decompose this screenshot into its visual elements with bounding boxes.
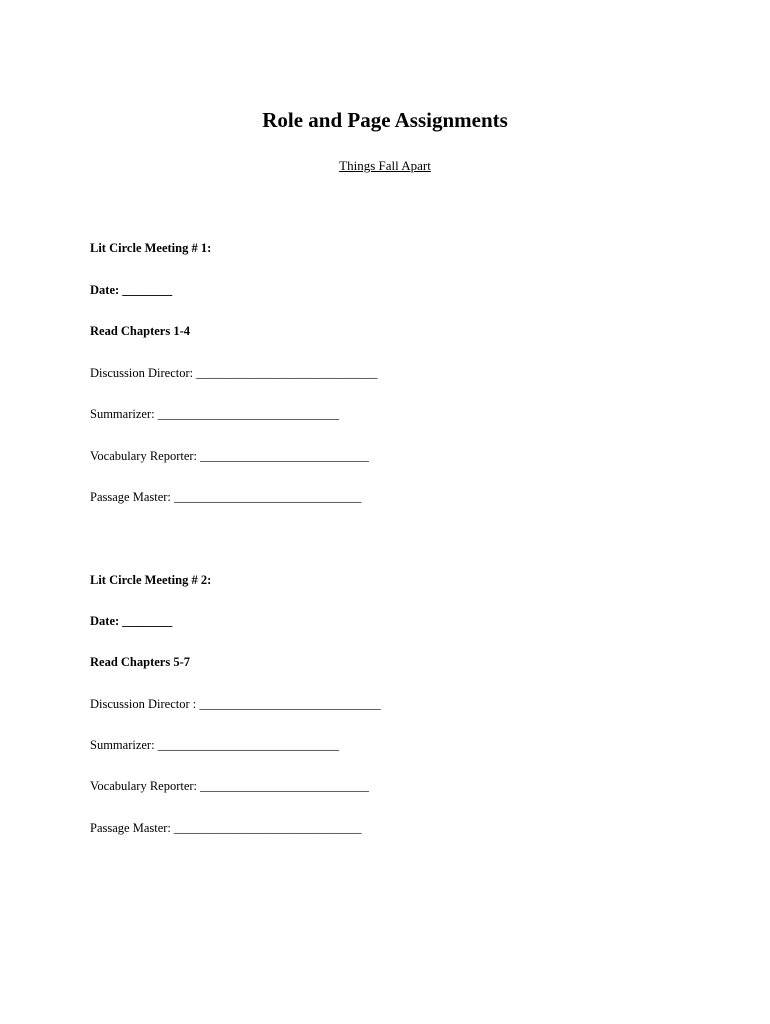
role-vocabulary-reporter: Vocabulary Reporter: ___________________________ [90,449,369,463]
meeting-reading: Read Chapters 5-7 [90,655,190,669]
meeting-heading: Lit Circle Meeting # 2: [90,573,212,587]
meeting-date: Date: ________ [90,283,173,297]
role-passage-master: Passage Master: ______________________________ [90,821,362,835]
role-discussion-director: Discussion Director : _____________________________ [90,697,381,711]
book-title: Things Fall Apart [339,158,431,173]
meeting-reading: Read Chapters 1-4 [90,324,190,338]
role-passage-master: Passage Master: ______________________________ [90,490,362,504]
role-summarizer: Summarizer: _____________________________ [90,738,339,752]
role-summarizer: Summarizer: _____________________________ [90,407,339,421]
meeting-heading: Lit Circle Meeting # 1: [90,241,212,255]
role-discussion-director: Discussion Director: _____________________________ [90,366,378,380]
role-vocabulary-reporter: Vocabulary Reporter: ___________________________ [90,779,369,793]
page-title: Role and Page Assignments [262,108,508,132]
meeting-date: Date: ________ [90,614,173,628]
